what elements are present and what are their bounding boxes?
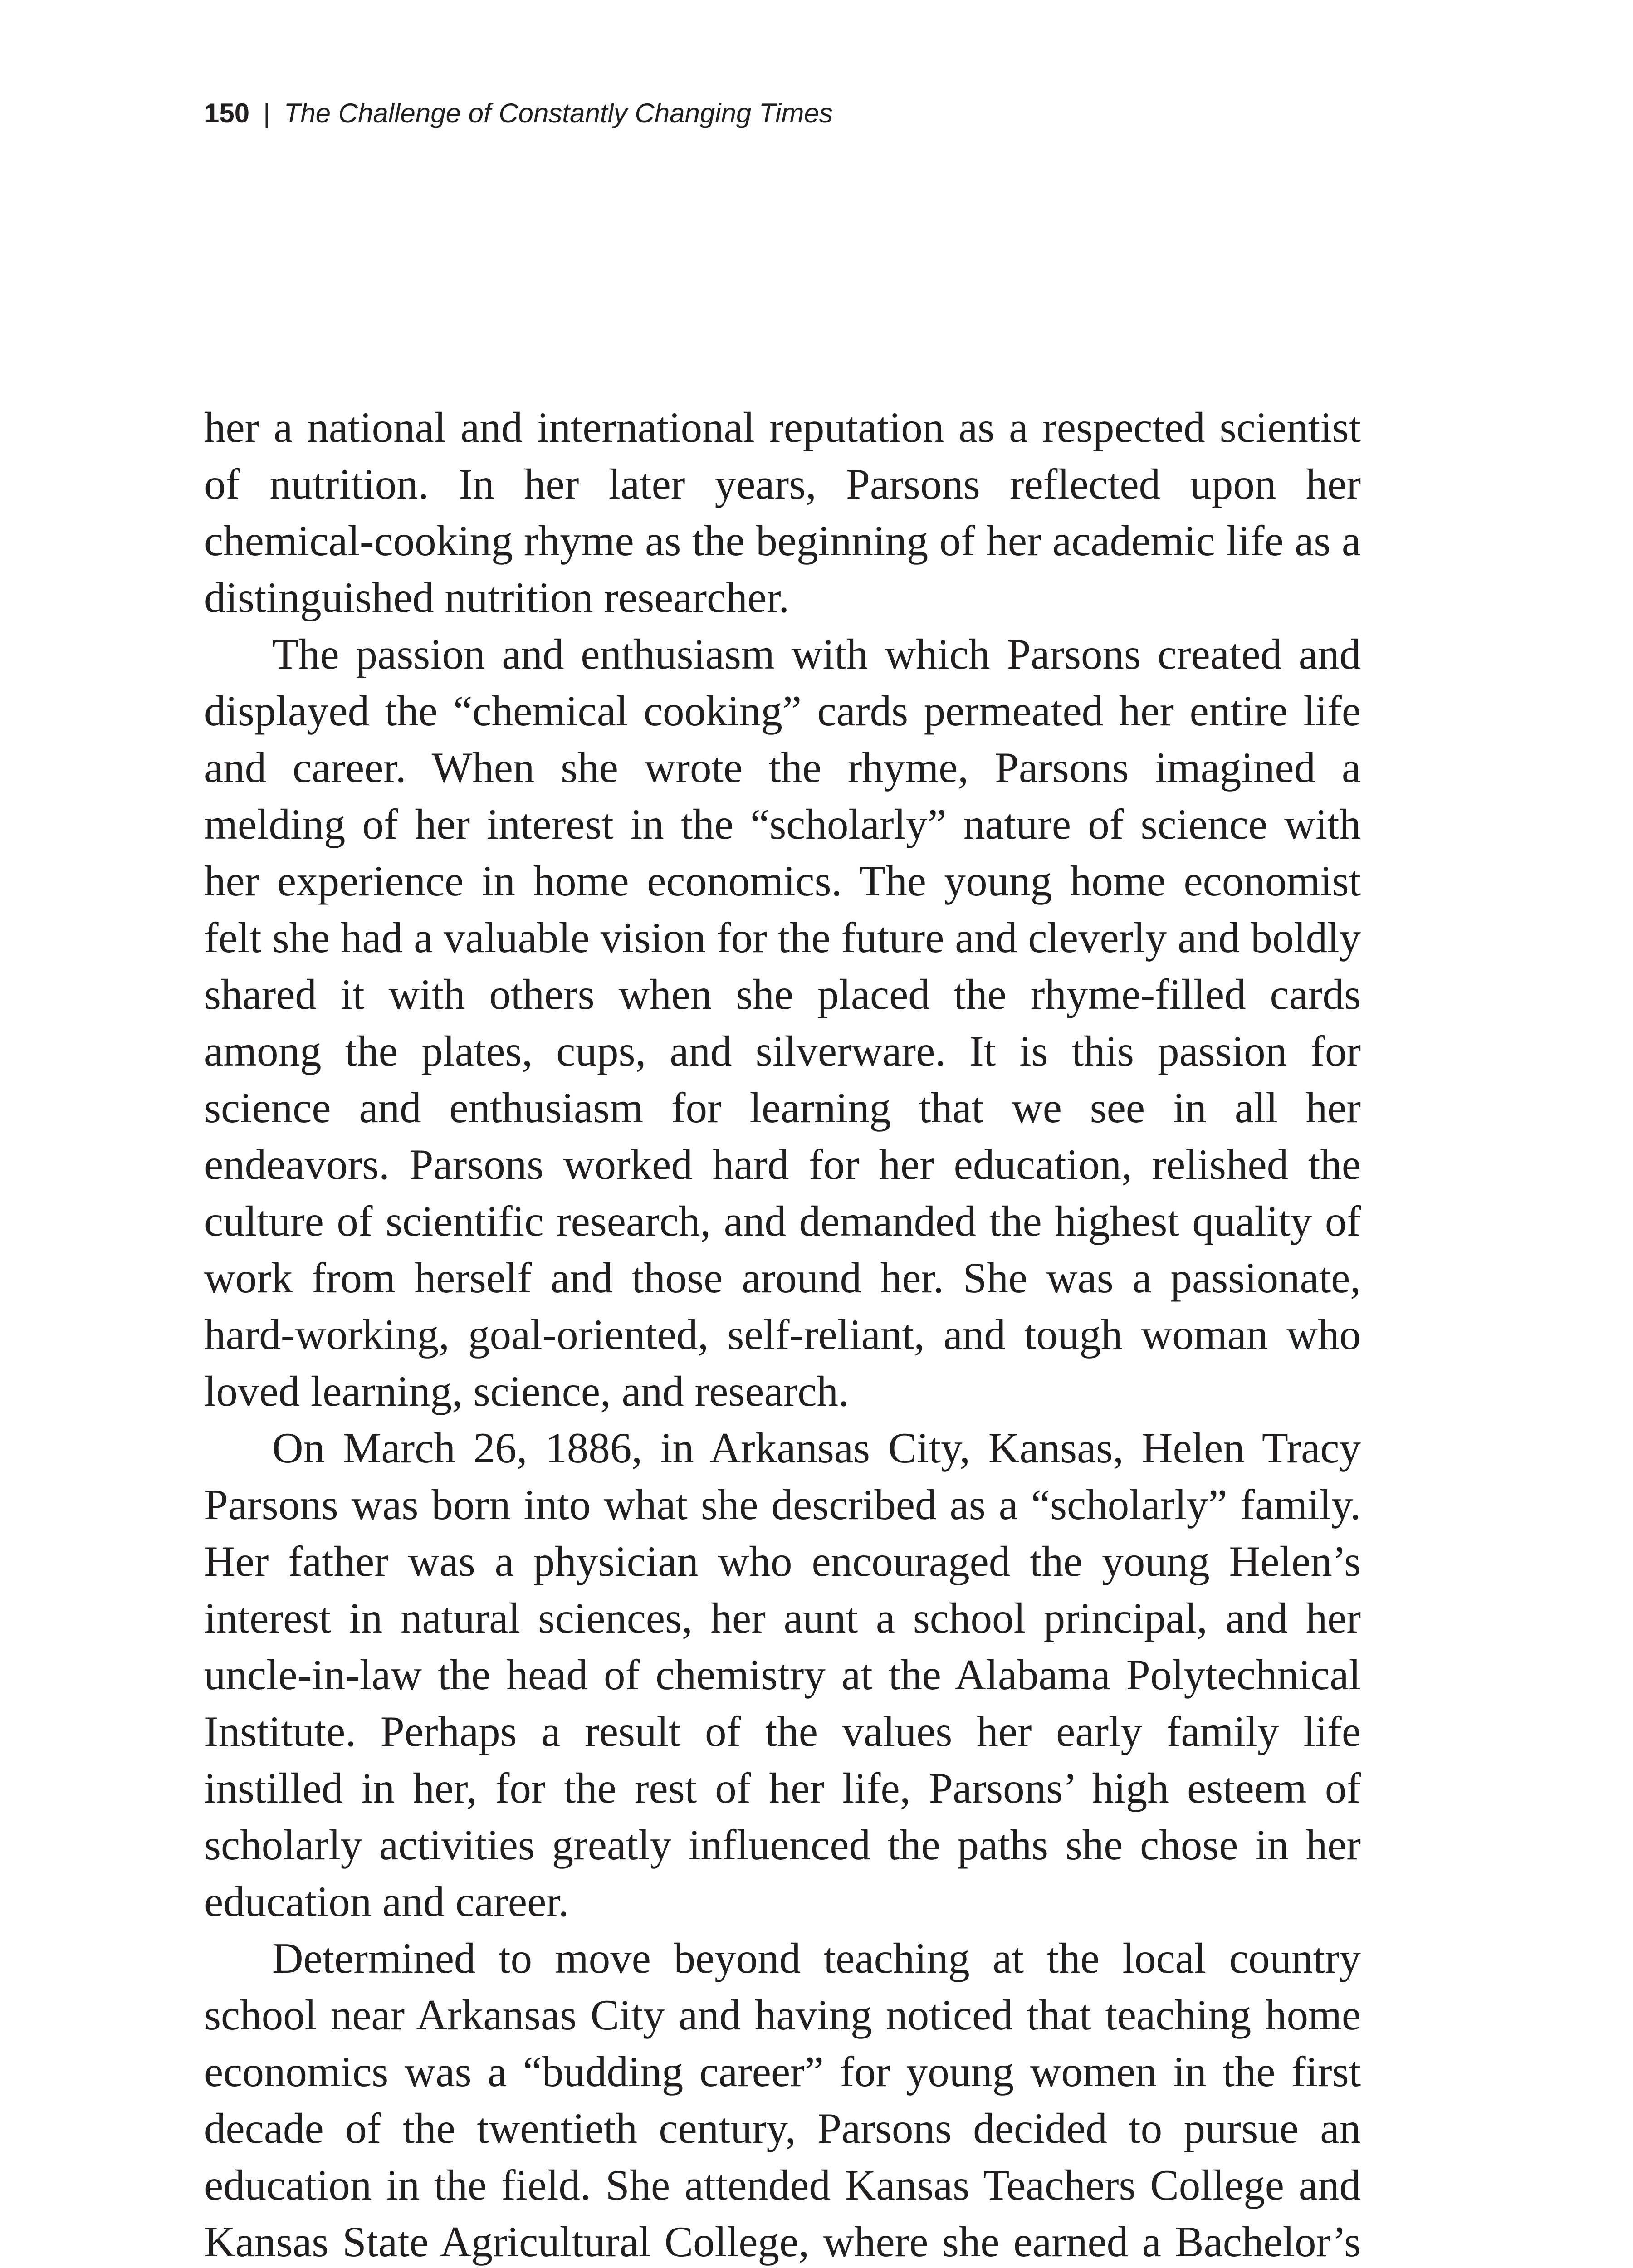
page-number: 150 <box>204 98 250 128</box>
paragraph-continued: her a national and international reputation as a respected scientist of nutrition. In her later years, Parsons reflected upon her chemical-cooking rhyme as the beginning of her academic life as a distinguished nutrition researcher. <box>204 403 1361 621</box>
paragraph: The passion and enthusiasm with which Parsons created and displayed the “chemical cooking” cards permeated her entire life and career. When she wrote the rhyme, Parsons imagined a melding of her interest in the “scholarly” nature of science with her experience in home economics. The young home economist felt she had a valuable vision for the future and cleverly and boldly shared it with others when she placed the rhyme-filled cards among the plates, cups, and silverware. It is this passion for science and enthusiasm for learning that we see in all her endeavors. Parsons worked hard for her education, relished the culture of scientific research, and demanded the highest quality of work from herself and those around her. She was a passionate, hard-working, goal-oriented, self-reliant, and tough woman who loved learning, science, and research. <box>204 630 1361 1415</box>
body-text <box>204 399 1361 2268</box>
paragraph: Determined to move beyond teaching at the local country school near Arkansas City and having noticed that teaching home economics was a “budding career” for young women in the first decade of the twentieth century, Parsons decided to pursue an education in the field. She attended Kansas Teachers College and Kansas State Agricultural College, where she earned a Bachelor’s <box>204 1934 1361 2266</box>
running-head <box>204 95 833 132</box>
header-separator: | <box>263 98 270 128</box>
paragraph: On March 26, 1886, in Arkansas City, Kansas, Helen Tracy Parsons was born into what she described as a “scholarly” family. Her father was a physician who encouraged the young Helen’s interest in natural sciences, her aunt a school principal, and her uncle-in-law the head of chemistry at the Alabama Polytechnical Institute. Perhaps a result of the values her early family life instilled in her, for the rest of her life, Parsons’ high esteem of scholarly activities greatly influenced the paths she chose in her education and career. <box>204 1424 1361 1926</box>
book-title: The Challenge of Constantly Changing Times <box>284 98 833 128</box>
